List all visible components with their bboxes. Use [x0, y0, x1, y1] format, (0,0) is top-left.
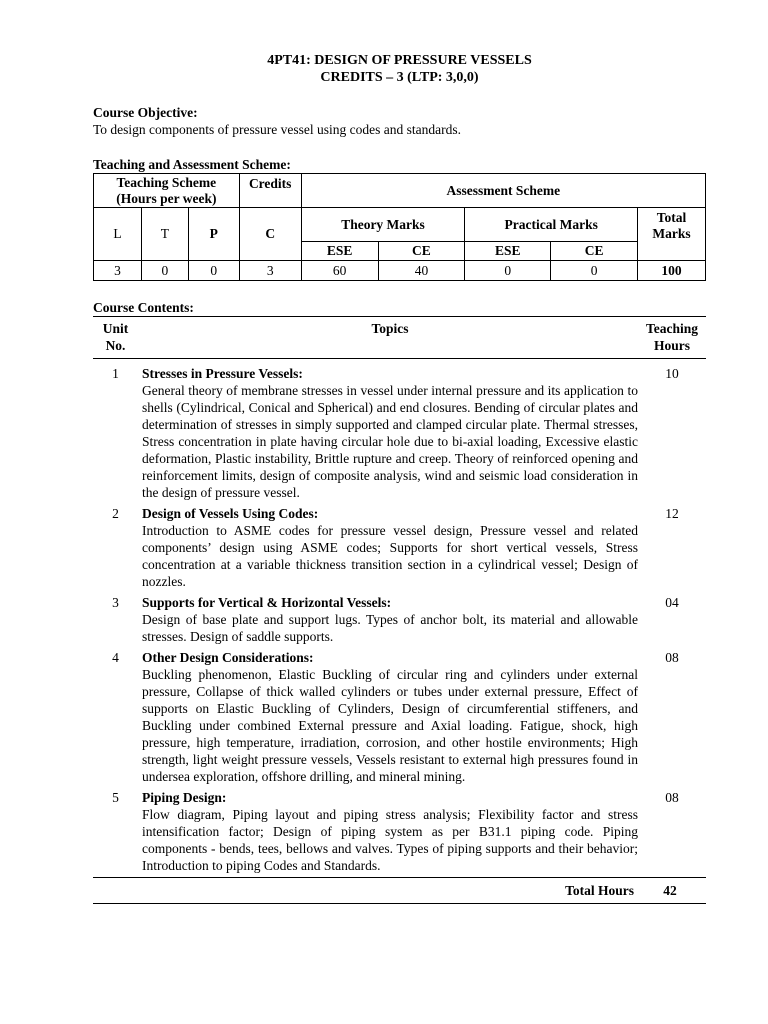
assessment-scheme-header: Assessment Scheme [301, 174, 705, 208]
unit-number: 2 [112, 506, 119, 521]
scheme-heading: Teaching and Assessment Scheme: [93, 157, 291, 172]
value-l: 3 [94, 261, 142, 281]
unit-title: Piping Design: [142, 790, 227, 805]
objective-text: To design components of pressure vessel using codes and standards. [93, 122, 461, 137]
value-p: 0 [188, 261, 239, 281]
unit-title: Supports for Vertical & Horizontal Vessels: [142, 595, 392, 610]
col-l-header: L [94, 208, 142, 261]
unit-description: Design of base plate and support lugs. Types of anchor bolt, its material and allowable stresses. Design of saddle supports. [142, 612, 638, 644]
credits-header: Credits [239, 174, 301, 208]
unit-topic [138, 505, 638, 590]
unit-number: 5 [112, 790, 119, 805]
unit-number: 1 [112, 366, 119, 381]
value-c: 3 [239, 261, 301, 281]
unit-row [93, 594, 706, 645]
unit-description: Introduction to ASME codes for pressure vessel design, Pressure vessel and related components’ design using ASME codes; Supports for short vertical vessels, Stress concentration at a variable thickness transition section in a cylindrical vessel; Design of nozzles. [142, 523, 638, 589]
objective-heading: Course Objective: [93, 105, 198, 120]
unit-topic [138, 649, 638, 785]
total-marks-header: Total Marks [638, 208, 706, 261]
value-theory-ese: 60 [301, 261, 378, 281]
theory-ce-header: CE [378, 242, 465, 261]
unit-title: Stresses in Pressure Vessels: [142, 366, 303, 381]
unit-number: 4 [112, 650, 119, 665]
total-hours-value: 42 [663, 883, 677, 898]
course-title-line1: 4PT41: DESIGN OF PRESSURE VESSELS [267, 53, 532, 68]
course-title [93, 52, 706, 86]
practical-ese-header: ESE [465, 242, 551, 261]
value-total-marks: 100 [638, 261, 706, 281]
practical-ce-header: CE [551, 242, 638, 261]
theory-marks-header: Theory Marks [301, 208, 465, 242]
unit-topic [138, 594, 638, 645]
unit-list [93, 365, 706, 874]
contents-heading: Course Contents: [93, 300, 194, 315]
value-t: 0 [141, 261, 188, 281]
unit-hours: 10 [665, 366, 679, 381]
unit-number: 3 [112, 595, 119, 610]
teaching-hours-header: Teaching Hours [645, 321, 699, 353]
header-rule [93, 358, 706, 359]
unit-title: Other Design Considerations: [142, 650, 314, 665]
unit-hours: 08 [665, 790, 679, 805]
value-theory-ce: 40 [378, 261, 465, 281]
col-t-header: T [141, 208, 188, 261]
teaching-assessment-table [93, 173, 706, 281]
total-hours-label: Total Hours [565, 883, 634, 898]
unit-row [93, 649, 706, 785]
unit-row [93, 789, 706, 874]
course-credits-line: CREDITS – 3 (LTP: 3,0,0) [320, 70, 479, 85]
value-practical-ce: 0 [551, 261, 638, 281]
total-hours-row [93, 878, 706, 903]
unit-hours: 04 [665, 595, 679, 610]
unit-row [93, 505, 706, 590]
unit-description: Flow diagram, Piping layout and piping stress analysis; Flexibility factor and stress intensification factor; Design of piping system as per B31.1 piping code. Piping components - bends, tees, bellows and valves. Types of piping supports and their behavior; Introduction to piping Codes and Standards. [142, 807, 638, 873]
value-practical-ese: 0 [465, 261, 551, 281]
unit-topic [138, 365, 638, 501]
col-c-header: C [239, 208, 301, 261]
course-contents-table [93, 316, 706, 904]
teaching-scheme-header: Teaching Scheme (Hours per week) [94, 174, 240, 208]
unit-title: Design of Vessels Using Codes: [142, 506, 319, 521]
unit-description: General theory of membrane stresses in vessel under internal pressure and its application to shells (Cylindrical, Conical and Spherical) and end closures. Bending of circular plates and determination of stresses in simply supported and clamped circular plate. Thermal stresses, Stress concentration in plate having circular hole due to bi-axial loading, Excessive elastic deformation, Plastic instability, Brittle rupture and creep. Theory of reinforced opening and reinforcement limits, design of composite analysis, wind and seismic load consideration in the design of pressure vessel. [142, 383, 638, 500]
unit-hours: 12 [665, 506, 679, 521]
unit-topic [138, 789, 638, 874]
syllabus-page [93, 52, 706, 904]
unit-row [93, 365, 706, 501]
bottom-rule [93, 903, 706, 904]
unit-no-header: Unit No. [102, 321, 129, 353]
theory-ese-header: ESE [301, 242, 378, 261]
col-p-header: P [188, 208, 239, 261]
unit-hours: 08 [665, 650, 679, 665]
unit-description: Buckling phenomenon, Elastic Buckling of circular ring and cylinders under external pressure, Collapse of thick walled cylinders or tubes under external pressure, Effect of supports on Elastic Buckling of Cylinders, Design of circumferential stiffeners, and Buckling under combined External pressure and Axial loading. Fatigue, shock, high pressure, high temperature, irradiation, corrosion, and other hostile environments; High strength, light weight pressure vessels, Vessels resistant to external high pressures found in undersea exploration, offshore drilling, and mineral mining. [142, 667, 638, 784]
practical-marks-header: Practical Marks [465, 208, 638, 242]
topics-header: Topics [371, 321, 409, 336]
contents-header-row [93, 317, 706, 358]
